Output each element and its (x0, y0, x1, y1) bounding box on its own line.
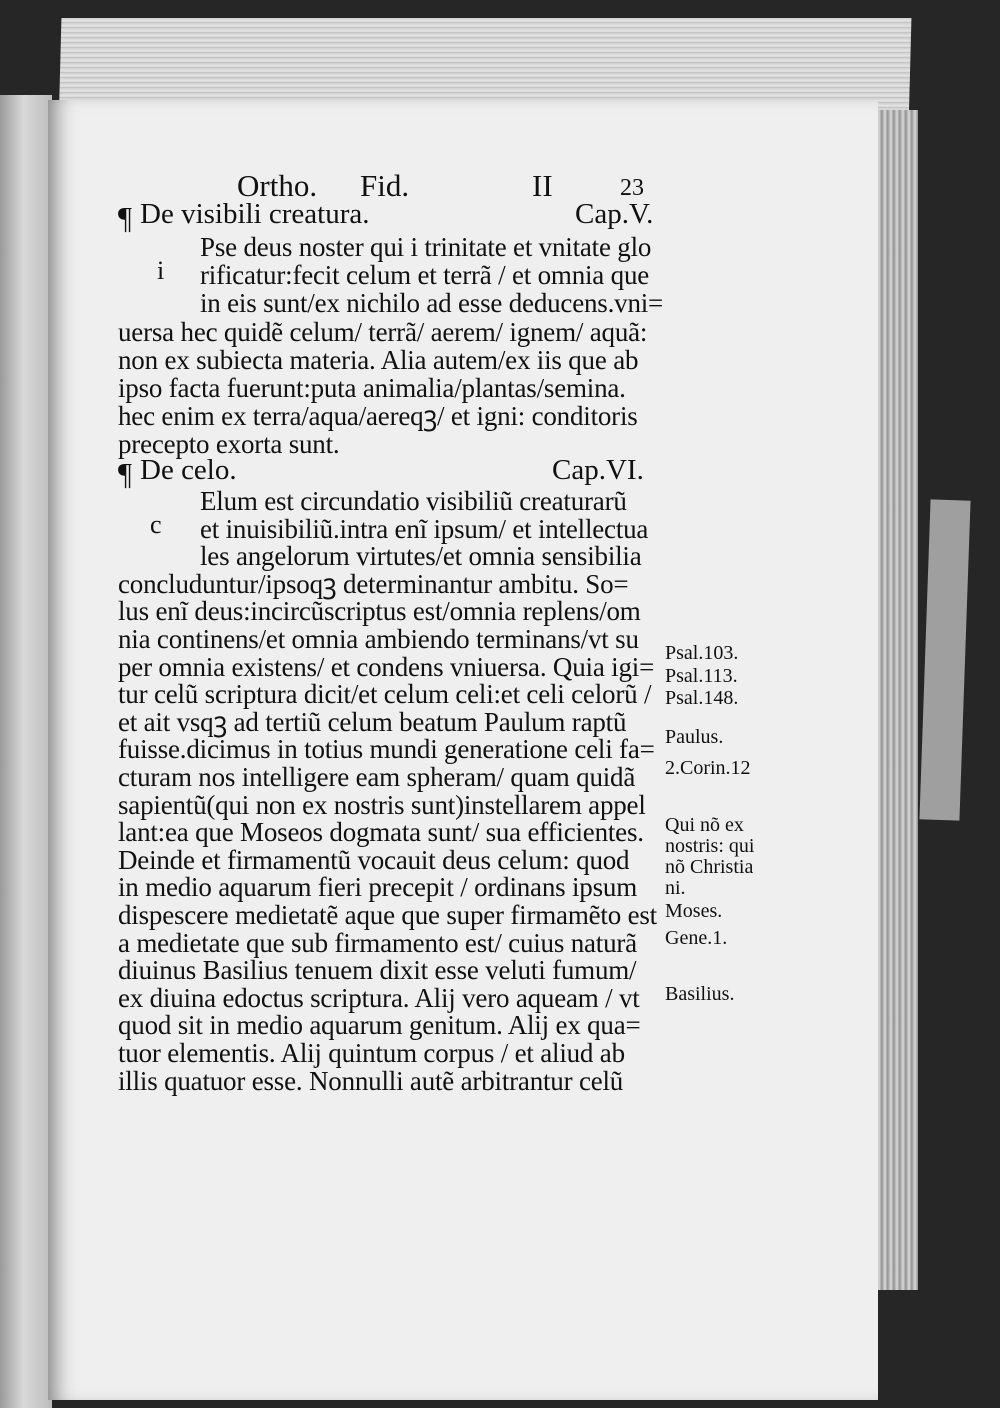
text-line: uersa hec quidẽ celum/ terrã/ aerem/ ignem/ aquã: (118, 316, 648, 347)
text-line: diuinus Basilius tenuem dixit esse veluti fumum/ (118, 955, 637, 986)
text-line: per omnia existens/ et condens vniuersa. Quia igi= (118, 651, 655, 682)
marginal-note: Moses. (665, 900, 723, 922)
text-line: tur celũ scriptura dicit/et celum celi:et celi celorũ / (118, 679, 652, 710)
marginal-note: Gene.1. (665, 927, 728, 949)
text-line: fuisse.dicimus in totius mundi generatione celi fa= (118, 734, 655, 765)
chapter-6-number: Cap.VI. (552, 454, 644, 486)
text-line: illis quatuor esse. Nonnulli autẽ arbitrantur celũ (118, 1065, 624, 1096)
chapter-6-initial-guide: c (150, 510, 162, 539)
marginal-note: Paulus. (665, 726, 724, 748)
running-head-left: Ortho. (237, 168, 318, 203)
text-line: in medio aquarum fieri precepit / ordinans ipsum (118, 872, 638, 903)
text-line: dispescere medietatẽ aque que super firmamẽto est (118, 900, 657, 930)
marginal-note: Psal.113. (665, 665, 738, 687)
text-line: ipso facta fuerunt:puta animalia/plantas/semina. (118, 373, 626, 403)
pilcrow-icon: ¶ (118, 200, 133, 235)
chapter-5-number: Cap.V. (575, 198, 654, 230)
marginal-note: Qui nõ ex (665, 814, 744, 836)
text-line: rificatur:fecit celum et terrã / et omnia que (200, 260, 650, 291)
marginal-note: nõ Christia (665, 856, 754, 878)
text-line: Pse deus noster qui i trinitate et vnitate glo (200, 232, 652, 262)
running-head-middle: Fid. (360, 168, 410, 203)
text-line: cturam nos intelligere eam spheram/ quam quidã (118, 762, 636, 792)
text-line: lant:ea que Moseos dogmata sunt/ sua efficientes. (118, 817, 644, 848)
marginal-note: 2.Corin.12 (665, 757, 751, 779)
text-line: non ex subiecta materia. Alia autem/ex iis que ab (118, 344, 639, 375)
text-line: les angelorum virtutes/et omnia sensibilia (200, 541, 642, 572)
text-line: a medietate que sub firmamento est/ cuius naturã (118, 927, 637, 958)
text-line: Deinde et firmamentũ vocauit deus celum: quod (118, 844, 630, 875)
text-line: quod sit in medio aquarum genitum. Alij ex qua= (118, 1010, 641, 1041)
text-line: et ait vsqꝫ ad tertiũ celum beatum Paulum raptũ (118, 706, 627, 737)
marginal-note: Psal.148. (665, 687, 739, 709)
marginal-note: Psal.103. (665, 642, 739, 664)
chapter-6-title: De celo. (140, 454, 237, 486)
text-line: et inuisibiliũ.intra enĩ ipsum/ et intellectua (200, 513, 649, 544)
text-line: concluduntur/ipsoqꝫ determinantur ambitu. So= (118, 568, 629, 599)
running-head-roman: II (532, 168, 553, 203)
text-line: in eis sunt/ex nichilo ad esse deducens.vni= (200, 288, 664, 319)
chapter-5-title: De visibili creatura. (140, 198, 370, 230)
marginal-note: nostris: qui (665, 835, 755, 857)
marginal-note: ni. (665, 877, 686, 899)
text-line: hec enim ex terra/aqua/aereqꝫ/ et igni: conditoris (118, 401, 638, 432)
text-line: Elum est circundatio visibiliũ creaturarũ (200, 486, 627, 516)
left-page-edge (0, 95, 52, 1408)
text-line: lus enĩ deus:incircũscriptus est/omnia replens/om (118, 596, 641, 627)
pilcrow-icon: ¶ (118, 456, 133, 491)
page-number: 23 (620, 175, 644, 201)
marginal-note: Basilius. (665, 983, 735, 1005)
text-line: nia continens/et omnia ambiendo terminans/vt su (118, 624, 639, 654)
text-line: tuor elementis. Alij quintum corpus / et aliud ab (118, 1038, 625, 1068)
chapter-5-initial-guide: i (157, 256, 165, 285)
text-line: sapientũ(qui non ex nostris sunt)instellarem appel (118, 789, 646, 820)
text-line: ex diuina edoctus scriptura. Alij vero aqueam / vt (118, 982, 640, 1013)
text-line: precepto exorta sunt. (118, 429, 340, 460)
